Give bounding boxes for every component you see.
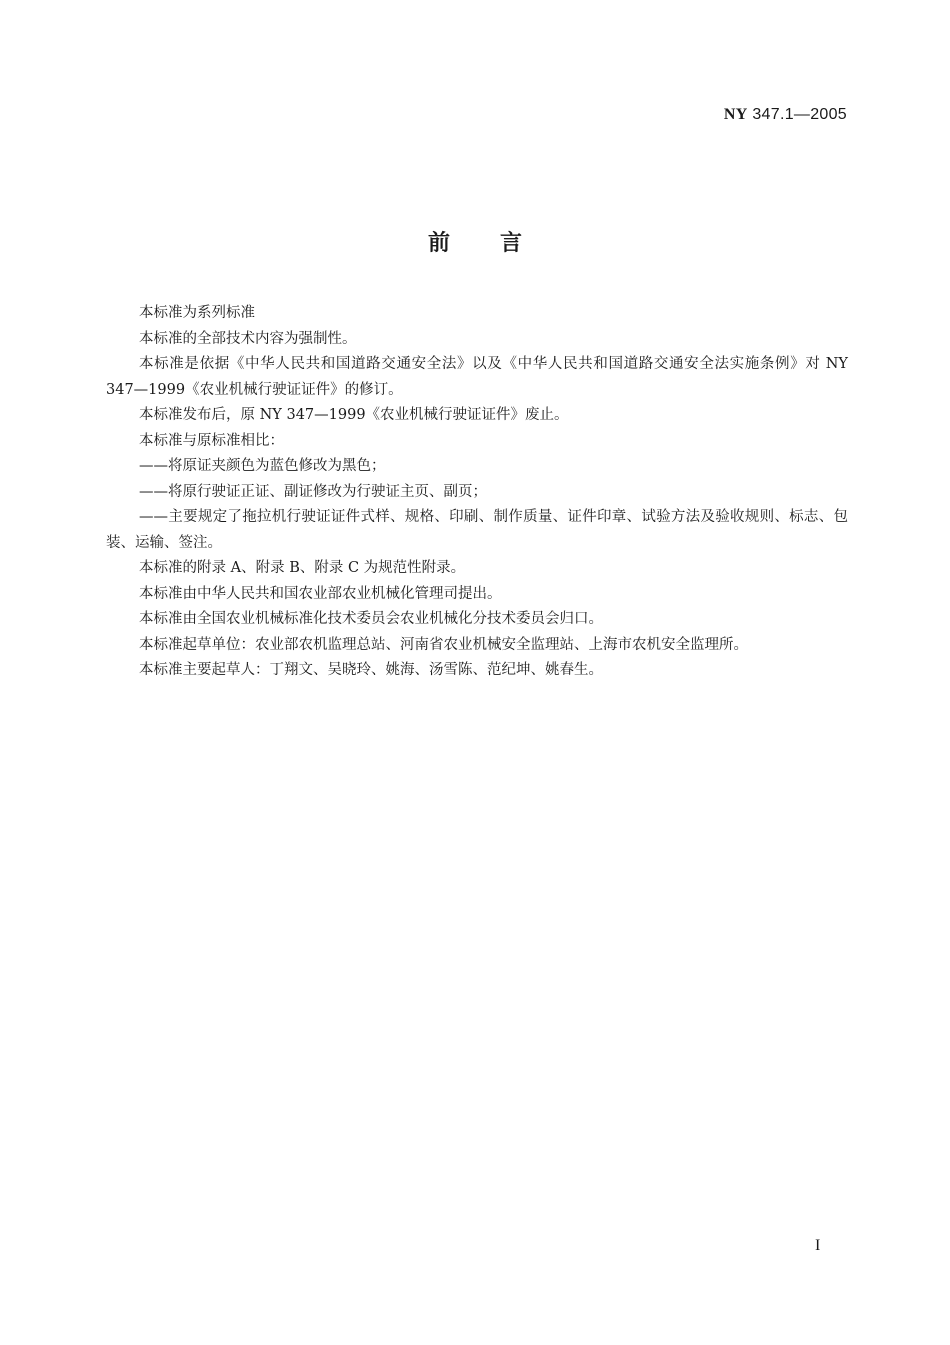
paragraph-replacement: 本标准发布后，原 NY 347—1999《农业机械行驶证证件》废止。 bbox=[139, 407, 569, 423]
foreword-body bbox=[106, 301, 848, 684]
page-title: 前言 bbox=[427, 231, 572, 256]
paragraph-mandatory: 本标准的全部技术内容为强制性。 bbox=[139, 330, 357, 347]
paragraph-annexes: 本标准的附录 A、附录 B、附录 C 为规范性附录。 bbox=[139, 560, 466, 576]
change-item-color: ——将原证夹颜色为蓝色修改为黑色； bbox=[139, 458, 386, 474]
standard-code bbox=[724, 106, 847, 124]
paragraph-comparison: 本标准与原标准相比： bbox=[139, 432, 284, 449]
paragraph-proposer: 本标准由中华人民共和国农业部农业机械化管理司提出。 bbox=[139, 585, 502, 602]
standard-code-prefix: NY bbox=[723, 106, 748, 123]
paragraph-drafting-units: 本标准起草单位：农业部农机监理总站、河南省农业机械安全监理站、上海市农机安全监理所。 bbox=[139, 636, 748, 653]
paragraph-committee: 本标准由全国农业机械标准化技术委员会农业机械化分技术委员会归口。 bbox=[139, 611, 603, 627]
page-number: I bbox=[815, 1237, 821, 1254]
paragraph-series: 本标准为系列标准 bbox=[139, 305, 255, 321]
change-item-pages: ——将原行驶证正证、副证修改为行驶证主页、副页； bbox=[139, 483, 487, 500]
paragraph-drafters: 本标准主要起草人：丁翔文、吴晓玲、姚海、汤雪陈、范纪坤、姚春生。 bbox=[139, 662, 603, 678]
paragraph-basis: 本标准是依据《中华人民共和国道路交通安全法》以及《中华人民共和国道路交通安全法实施条例》对 NY 347—1999《农业机械行驶证证件》的修订。 bbox=[106, 356, 848, 398]
standard-code-number: 347.1—2005 bbox=[747, 106, 847, 123]
change-item-scope: ——主要规定了拖拉机行驶证证件式样、规格、印刷、制作质量、证件印章、试验方法及验收规则、标志、包装、运输、签注。 bbox=[106, 509, 848, 551]
